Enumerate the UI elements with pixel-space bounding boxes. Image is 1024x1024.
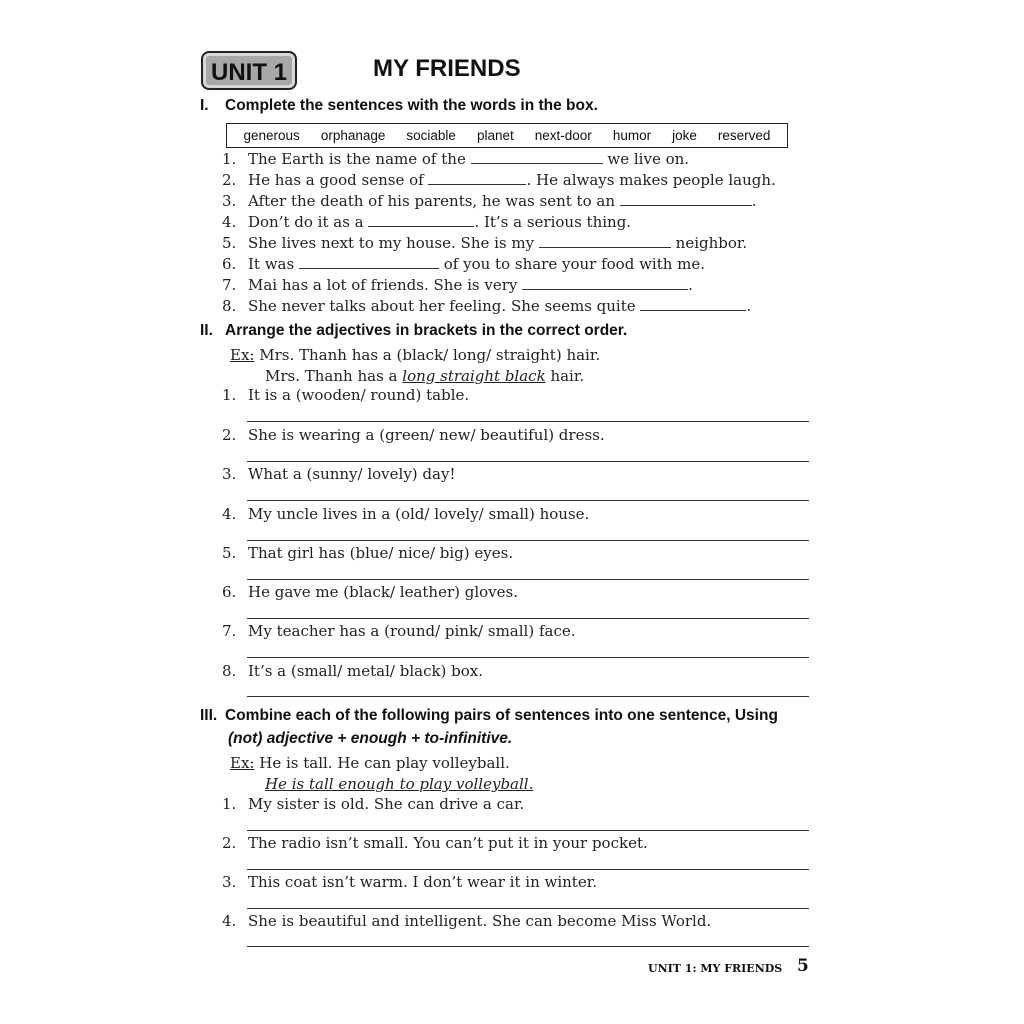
section-2-heading [200,322,627,340]
unit-badge: UNIT 1 [201,51,297,90]
example-answer-underlined: long straight black [402,367,546,385]
item-text: It is a (wooden/ round) table. [248,386,470,404]
example-question: He is tall. He can play volleyball. [259,754,510,772]
example-answer-text: hair. [550,367,585,385]
item-text: It was [248,255,295,273]
answer-line[interactable] [247,579,809,580]
answer-blank[interactable] [539,235,671,248]
item-text: . He always makes people laugh. [526,171,776,189]
answer-line[interactable] [247,540,809,541]
example-question: Mrs. Thanh has a (black/ long/ straight) hair. [259,346,601,364]
s1-item-3 [222,192,757,210]
item-number: 1. [222,150,237,168]
item-text: He has a good sense of [248,171,424,189]
example-answer-underlined: He is tall enough to play volleyball. [265,775,534,793]
s3-item-1 [222,795,524,813]
item-text: . [746,297,752,315]
s3-item-3 [222,873,597,891]
item-number: 8. [222,662,237,680]
item-text: of you to share your food with me. [443,255,706,273]
item-text: He gave me (black/ leather) gloves. [248,583,518,601]
item-number: 3. [222,465,237,483]
running-footer: UNIT 1: MY FRIENDS [648,962,783,975]
item-text: She never talks about her feeling. She seems quite [248,297,636,315]
s3-item-4 [222,912,711,930]
item-text: After the death of his parents, he was sent to an [248,192,615,210]
item-number: 2. [222,834,237,852]
example-answer-text: Mrs. Thanh has a [265,367,398,385]
word-box-item: joke [672,128,697,143]
s1-item-4 [222,213,631,231]
s2-item-4 [222,505,589,523]
answer-line[interactable] [247,421,809,422]
word-box-item: next-door [534,128,592,143]
item-text: . [688,276,693,294]
word-box [226,123,788,148]
item-number: 4. [222,213,237,231]
s3-item-2 [222,834,648,852]
item-number: 3. [222,192,237,210]
item-number: 7. [222,276,237,294]
item-number: 1. [222,386,237,404]
answer-line[interactable] [247,696,809,697]
s3-example-answer [265,775,533,793]
s1-item-8 [222,297,751,315]
s1-item-7 [222,276,693,294]
answer-blank[interactable] [620,193,752,206]
word-box-item: humor [612,128,652,143]
answer-line[interactable] [247,908,809,909]
s2-item-2 [222,426,605,444]
item-text: My sister is old. She can drive a car. [248,795,525,813]
s1-item-1 [222,150,689,168]
item-number: 3. [222,873,237,891]
item-text: Don’t do it as a [248,213,364,231]
s2-item-8 [222,662,483,680]
example-label: Ex: [230,754,255,772]
answer-line[interactable] [247,830,809,831]
item-text: That girl has (blue/ nice/ big) eyes. [248,544,514,562]
item-text: This coat isn’t warm. I don’t wear it in winter. [248,873,597,891]
word-box-item: generous [243,128,300,143]
item-number: 8. [222,297,237,315]
item-text: My teacher has a (round/ pink/ small) face. [248,622,576,640]
item-number: 6. [222,255,237,273]
item-text: What a (sunny/ lovely) day! [248,465,456,483]
answer-blank[interactable] [368,214,474,227]
item-number: 7. [222,622,237,640]
answer-blank[interactable] [428,172,526,185]
item-number: 2. [222,426,237,444]
section-2-number: II. [200,322,213,339]
section-3-instruction: Combine each of the following pairs of sentences into one sentence, Using [225,707,778,724]
item-text: Mai has a lot of friends. She is very [248,276,518,294]
answer-line[interactable] [247,500,809,501]
answer-line[interactable] [247,946,809,947]
item-text: we live on. [607,150,690,168]
s2-item-3 [222,465,455,483]
section-1-number: I. [200,97,209,114]
item-number: 5. [222,544,237,562]
answer-blank[interactable] [471,151,603,164]
word-box-item: sociable [406,128,456,143]
word-box-item: orphanage [320,128,386,143]
answer-blank[interactable] [299,256,439,269]
answer-line[interactable] [247,461,809,462]
answer-line[interactable] [247,657,809,658]
item-number: 1. [222,795,237,813]
item-number: 4. [222,505,237,523]
item-text: . [751,192,757,210]
item-text: It’s a (small/ metal/ black) box. [248,662,484,680]
item-text: neighbor. [675,234,748,252]
item-number: 4. [222,912,237,930]
section-3-instruction-formula: (not) adjective + enough + to-infinitive. [228,730,513,747]
item-text: . It’s a serious thing. [474,213,632,231]
s2-item-6 [222,583,518,601]
section-1-heading [200,97,598,115]
word-box-item: reserved [717,128,771,143]
page-title: MY FRIENDS [373,55,521,82]
section-1-instruction: Complete the sentences with the words in the box. [225,97,598,114]
word-box-item: planet [476,128,514,143]
s2-example-answer [265,367,584,385]
answer-line[interactable] [247,869,809,870]
item-number: 6. [222,583,237,601]
answer-line[interactable] [247,618,809,619]
section-3-number: III. [200,707,218,724]
item-text: The radio isn’t small. You can’t put it in your pocket. [248,834,648,852]
s1-item-6 [222,255,705,273]
s2-item-5 [222,544,513,562]
item-text: She lives next to my house. She is my [248,234,535,252]
example-label: Ex: [230,346,255,364]
s1-item-2 [222,171,776,189]
s3-example [230,754,510,772]
item-text: She is beautiful and intelligent. She can become Miss World. [248,912,712,930]
s2-item-7 [222,622,576,640]
item-text: My uncle lives in a (old/ lovely/ small) house. [248,505,590,523]
section-3-heading [200,707,778,725]
s1-item-5 [222,234,747,252]
answer-blank[interactable] [522,277,688,290]
section-2-instruction: Arrange the adjectives in brackets in the correct order. [225,322,628,339]
item-text: She is wearing a (green/ new/ beautiful) dress. [248,426,605,444]
item-number: 2. [222,171,237,189]
page-number: 5 [797,956,809,976]
answer-blank[interactable] [640,298,746,311]
s2-example [230,346,600,364]
item-number: 5. [222,234,237,252]
item-text: The Earth is the name of the [248,150,466,168]
s2-item-1 [222,386,469,404]
